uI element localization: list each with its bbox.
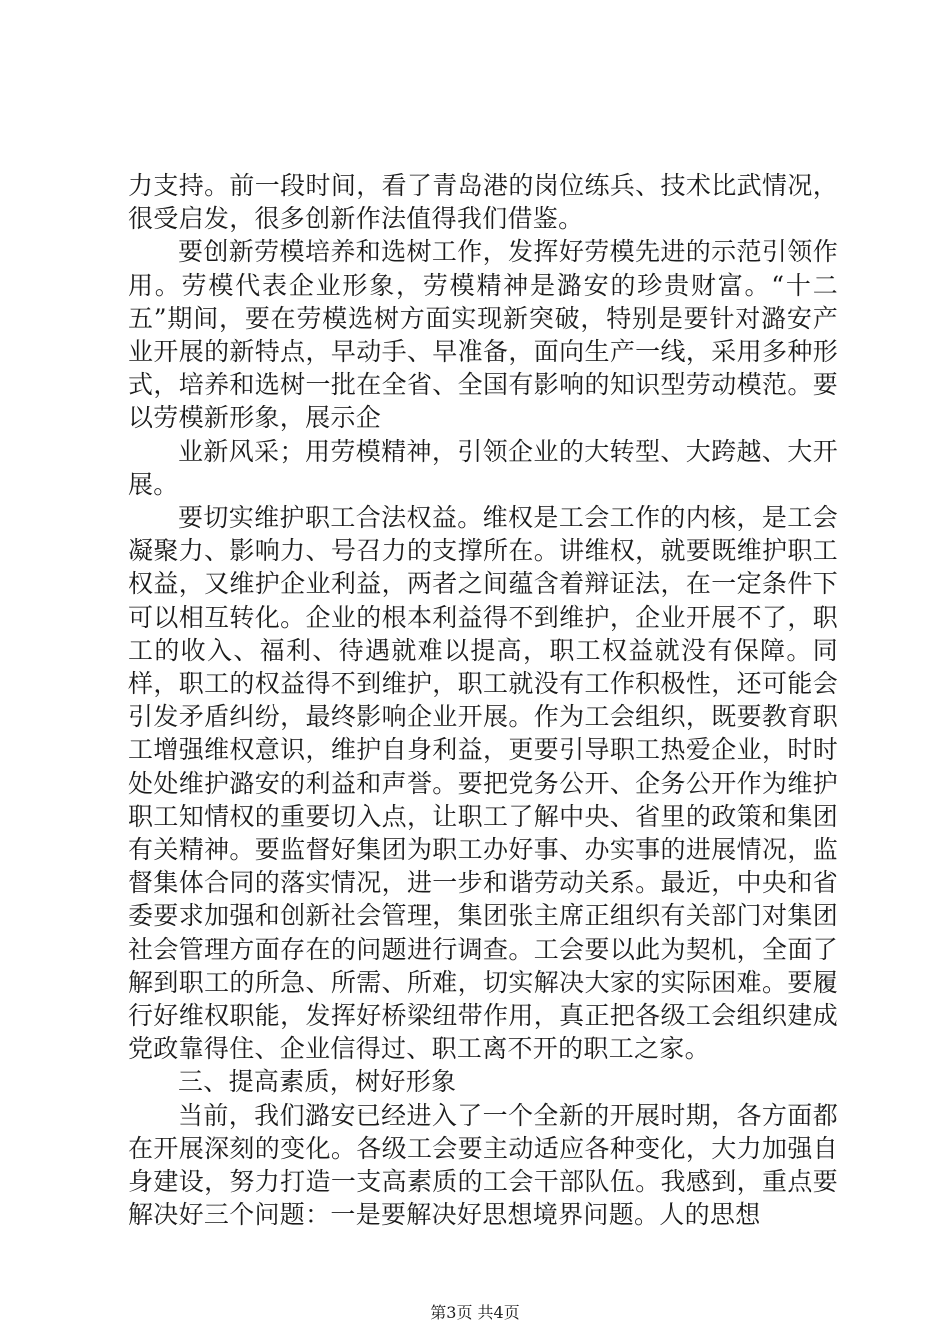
page-footer: 第3页 共4页 [430,1303,520,1322]
paragraph-3: 业新风采；用劳模精神，引领企业的大转型、大跨越、大开展。 [128,436,838,499]
document-body [128,169,838,1232]
paragraph-4: 要切实维护职工合法权益。维权是工会工作的内核，是工会凝聚力、影响力、号召力的支撑所在。讲维权，就要既维护职工权益，又维护企业利益，两者之间蕴含着辩证法，在一定条件下可以相互转化。企业的根本利益得不到维护，企业开展不了，职工的收入、福利、待遇就难以提高，职工权益就没有保障。同样，职工的权益得不到维护，职工就没有工作积极性，还可能会引发矛盾纠纷，最终影响企业开展。作为工会组织，既要教育职工增强维权意识，维护自身利益，更要引导职工热爱企业，时时处处维护潞安的利益和声誉。要把党务公开、企务公开作为维护职工知情权的重要切入点，让职工了解中央、省里的政策和集团有关精神。要监督好集团为职工办好事、办实事的进展情况，监督集体合同的落实情况，进一步和谐劳动关系。最近，中央和省委要求加强和创新社会管理，集团张主席正组织有关部门对集团社会管理方面存在的问题进行调查。工会要以此为契机，全面了解到职工的所急、所需、所难，切实解决大家的实际困难。要履行好维权职能，发挥好桥梁纽带作用，真正把各级工会组织建成党政靠得住、企业信得过、职工离不开的职工之家。 [128,503,838,1064]
paragraph-1: 力支持。前一段时间，看了青岛港的岗位练兵、技术比武情况，很受启发，很多创新作法值得我们借鉴。 [128,171,838,234]
paragraph-5: 当前，我们潞安已经进入了一个全新的开展时期，各方面都在开展深刻的变化。各级工会要主动适应各种变化，大力加强自身建设，努力打造一支高素质的工会干部队伍。我感到，重点要解决好三个问题：一是要解决好思想境界问题。人的思想 [128,1100,838,1230]
section-heading: 三、提高素质，树好形象 [178,1067,457,1097]
paragraph-2: 要创新劳模培养和选树工作，发挥好劳模先进的示范引领作用。劳模代表企业形象，劳模精神是潞安的珍贵财富。“十二五”期间，要在劳模选树方面实现新突破，特别是要针对潞安产业开展的新特点，早动手、早准备，面向生产一线，采用多种形式，培养和选树一批在全省、全国有影响的知识型劳动模范。要以劳模新形象，展示企 [128,237,838,433]
